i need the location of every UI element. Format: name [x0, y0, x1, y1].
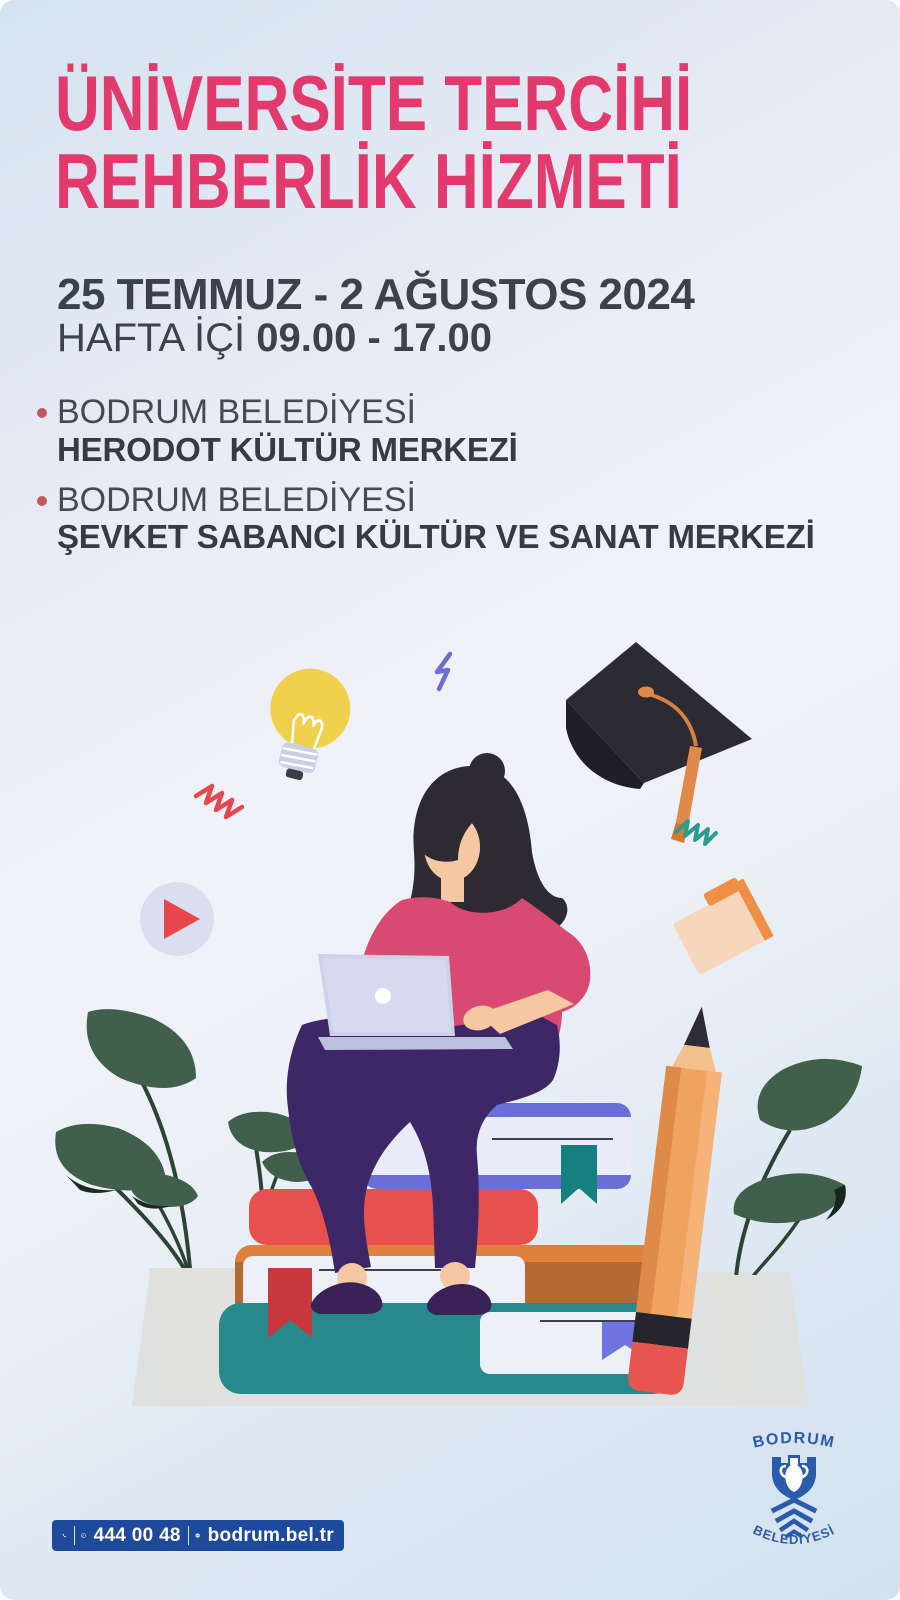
student-with-laptop: [287, 753, 591, 1315]
svg-text:www: www: [196, 1536, 200, 1538]
phone-icon: [62, 1527, 67, 1544]
event-hours: 09.00 - 17.00: [256, 316, 493, 360]
hair-bun: [469, 753, 505, 789]
venue1-name: HERODOT KÜLTÜR MERKEZİ: [57, 431, 518, 468]
event-schedule: [57, 316, 492, 361]
venue2-org: BODRUM BELEDİYESİ: [57, 481, 416, 519]
venue2-name: ŞEVKET SABANCI KÜLTÜR VE SANAT MERKEZİ: [57, 518, 815, 555]
lightning-icon: [437, 654, 450, 689]
logo-city-text: BODRUM: [751, 1429, 837, 1452]
whatsapp-icon: [81, 1526, 86, 1545]
page-title-line2: REHBERLİK HİZMETİ: [55, 139, 682, 226]
weekday-label: HAFTA İÇİ: [57, 316, 246, 360]
student-illustration: [0, 600, 900, 1450]
logo-org-text: BELEDİYESİ: [750, 1522, 838, 1548]
svg-text:BELEDİYESİ: [751, 1522, 837, 1547]
website: bodrum.bel.tr: [207, 1524, 334, 1546]
phone-number: 444 00 48: [93, 1524, 181, 1546]
lightbulb-icon: [254, 660, 359, 788]
divider: [74, 1526, 75, 1545]
bodrum-municipality-logo: [738, 1424, 850, 1564]
event-date: 25 TEMMUZ - 2 AĞUSTOS 2024: [57, 270, 695, 319]
play-button-icon: [140, 882, 214, 956]
venue-bullet: [37, 496, 47, 506]
venue1-org: BODRUM BELEDİYESİ: [57, 393, 416, 431]
venue-bullet: [37, 408, 47, 418]
book-red: [249, 1189, 538, 1245]
svg-text:BODRUM: [751, 1430, 836, 1452]
bookmark-teal: [561, 1145, 597, 1204]
red-squiggle-icon: [196, 786, 242, 817]
contact-bar: [52, 1520, 344, 1551]
page-title-line1: ÜNİVERSİTE TERCİHİ: [55, 61, 693, 148]
graduation-cap-icon: [566, 642, 752, 843]
www-globe-icon: [195, 1526, 200, 1545]
castle-emblem: [772, 1455, 816, 1500]
divider: [188, 1526, 189, 1545]
folder-icon: [667, 874, 774, 975]
